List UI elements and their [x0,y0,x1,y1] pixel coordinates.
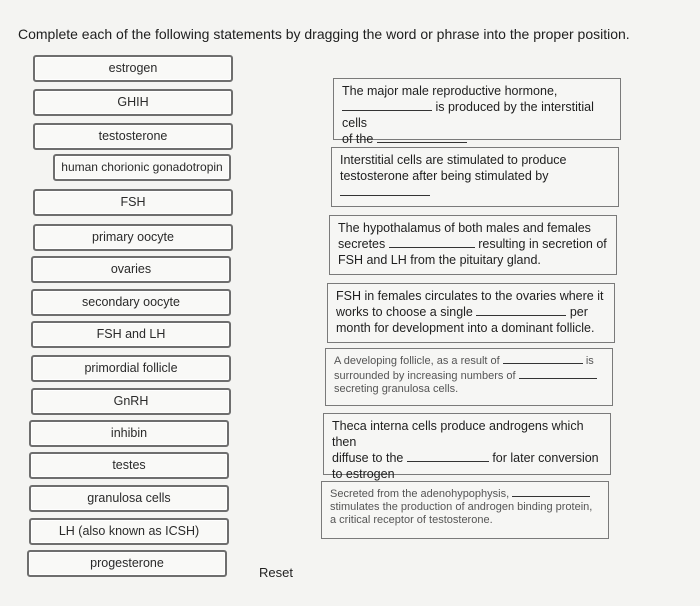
statement-text: The major male reproductive hormone, [342,84,558,98]
word-chip[interactable]: granulosa cells [29,485,229,512]
statement-5 [325,348,613,406]
statement-text: Interstitial cells are stimulated to produce [340,153,567,167]
statement-4 [327,283,615,343]
statement-text: Theca interna cells produce androgens which then [332,419,584,449]
statement-line [338,236,610,252]
statement-1 [333,78,621,146]
statement-text: diffuse to the [332,451,404,465]
statement-line [334,368,606,383]
drop-blank[interactable] [342,100,432,111]
statement-7 [321,481,609,539]
statement-text: month for development into a dominant follicle. [336,321,595,335]
statement-text: for later conversion [492,451,599,465]
statement-text: stimulates the production of androgen binding protein, [330,501,593,513]
statement-line [336,304,608,320]
drop-blank[interactable] [407,451,489,462]
drop-blank[interactable] [519,368,597,379]
word-chip[interactable]: secondary oocyte [31,289,231,316]
word-chip[interactable]: testes [29,452,229,479]
word-chip[interactable]: LH (also known as ICSH) [29,518,229,545]
word-chip[interactable]: primordial follicle [31,355,231,382]
statement-text: FSH in females circulates to the ovaries where it [336,289,604,303]
statement-3 [329,215,617,275]
drop-blank[interactable] [340,185,430,196]
drop-blank[interactable] [389,237,475,248]
statement-line [330,486,602,501]
drop-blank[interactable] [503,353,583,364]
statement-text: testosterone after being stimulated by [340,169,549,183]
drop-blank[interactable] [377,132,467,143]
statement-text: a critical receptor of testosterone. [330,514,493,526]
statement-text: is produced by the interstitial cells [342,100,594,130]
statement-line [334,353,606,368]
word-chip[interactable]: primary oocyte [33,224,233,251]
word-chip[interactable]: GHIH [33,89,233,116]
statement-line [332,450,604,466]
instruction-text: Complete each of the following statements by dragging the word or phrase into the proper position. [18,26,630,42]
statement-text: to estrogen [332,467,395,481]
statement-text: resulting in secretion of [478,237,607,251]
statement-text: secretes [338,237,386,251]
statement-line [342,99,614,131]
statement-6 [323,413,611,481]
statement-line [342,131,614,147]
statement-2 [331,147,619,207]
reset-button[interactable]: Reset [259,565,293,580]
statement-text: secreting granulosa cells. [334,383,459,395]
statement-text: The hypothalamus of both males and females [338,221,591,235]
word-chip[interactable]: FSH [33,189,233,216]
word-chip[interactable]: FSH and LH [31,321,231,348]
word-chip[interactable]: progesterone [27,550,227,577]
word-chip[interactable]: estrogen [33,55,233,82]
statement-text: FSH and LH from the pituitary gland. [338,253,541,267]
statement-text: Secreted from the adenohypophysis, [330,488,510,500]
drop-blank[interactable] [512,486,590,497]
word-chip[interactable]: human chorionic gonadotropin [53,154,231,181]
word-chip[interactable]: inhibin [29,420,229,447]
word-chip[interactable]: ovaries [31,256,231,283]
statement-text: is [585,355,594,367]
word-chip[interactable]: GnRH [31,388,231,415]
statement-text: of the [342,132,374,146]
statement-text: per [569,305,588,319]
statement-text: surrounded by increasing numbers of [334,370,516,382]
statement-text: A developing follicle, as a result of [334,355,500,367]
statement-line [340,184,612,200]
word-chip[interactable]: testosterone [33,123,233,150]
drop-blank[interactable] [476,305,566,316]
statement-text: works to choose a single [336,305,473,319]
